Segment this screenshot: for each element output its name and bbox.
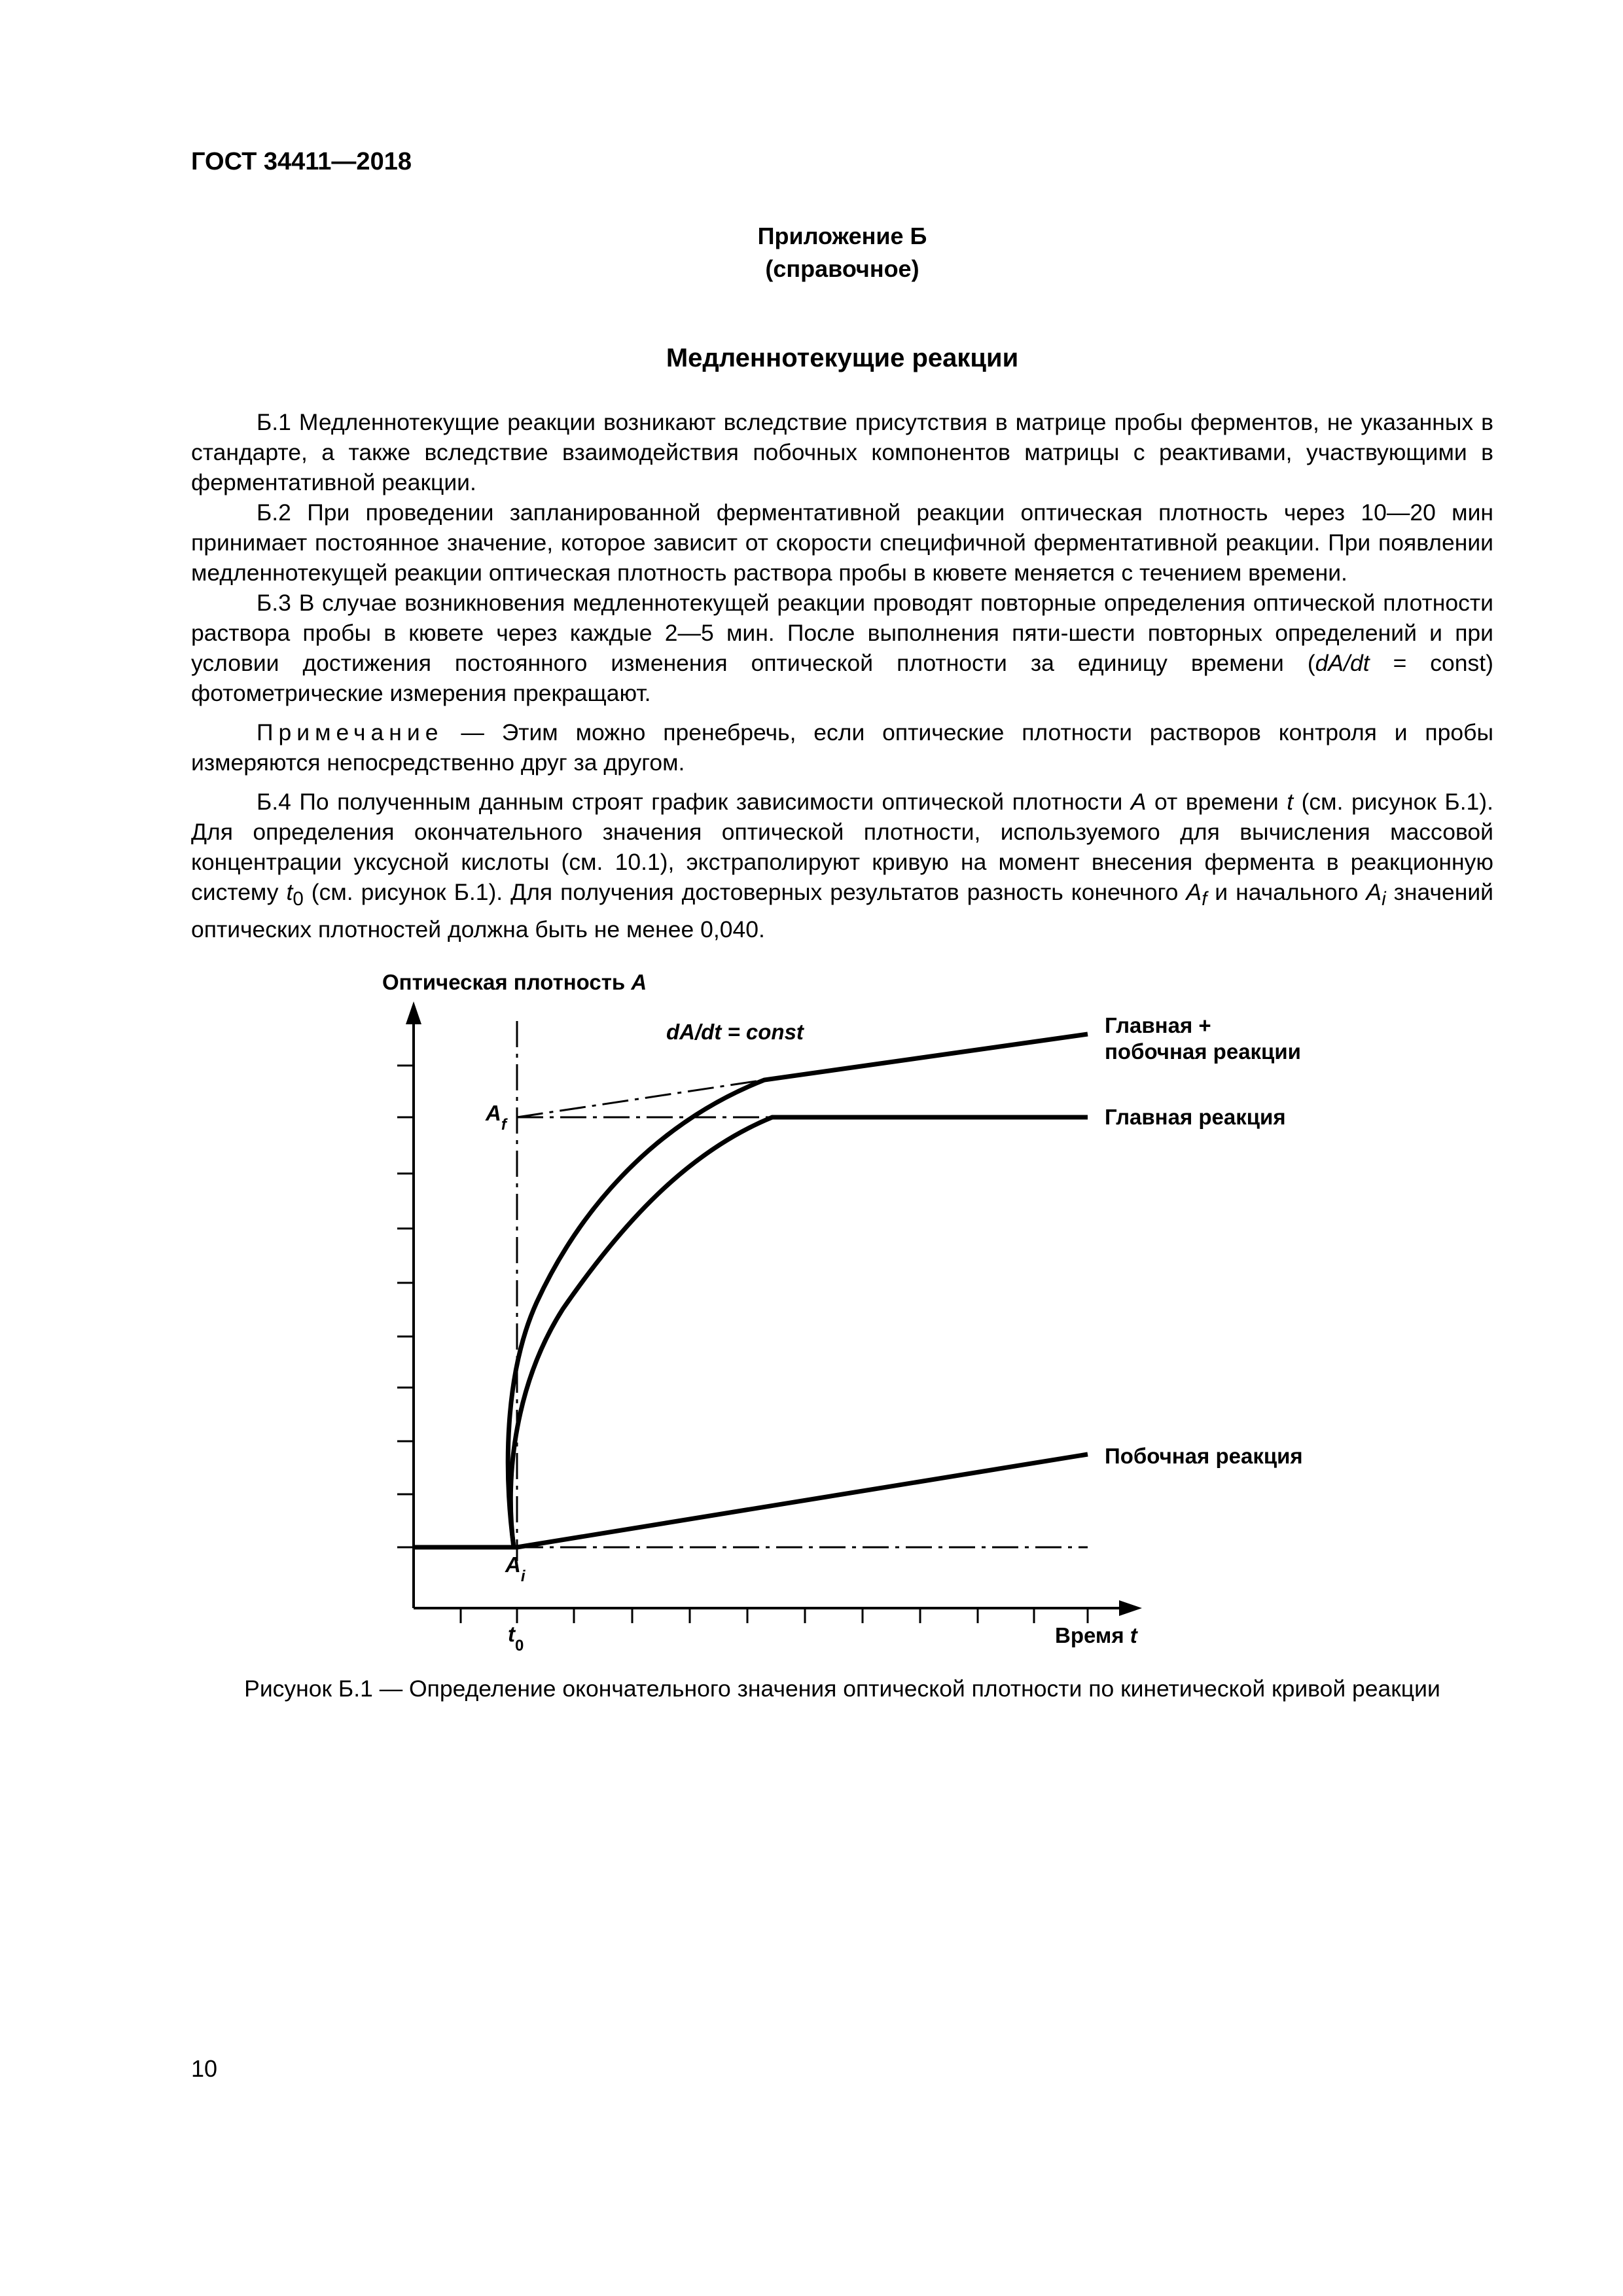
appendix-type: (справочное) (765, 255, 919, 282)
document-header: ГОСТ 34411—2018 (191, 148, 412, 175)
paragraph-b2: Б.2 При проведении запланированной ферментативной реакции оптическая плотность через 10—20 мин принимает постоянное значение, которое зависит от скорости специфичной ферментативной реакции. При появлении медленнотекущей реакции оптическая плотность раствора пробы в кювете меняется с течением времени. (191, 499, 1493, 586)
t0-label: $t_0$ (508, 1622, 524, 1655)
legend-main: Главная реакция (1105, 1105, 1286, 1129)
af-label: $A_f$ (486, 1101, 507, 1134)
slope-label: dA/dt = const (666, 1020, 804, 1044)
ai-label: $A_i$ (505, 1552, 526, 1585)
paragraph-b4: Б.4 По полученным данным строят график зависимости оптической плотности A от времени t (см. рисунок Б.1). Для определения окончательного значения оптической плотности, используемого для вычисления массовой концентрации уксусной кислоты (см. 10.1), экстраполируют кривую на момент внесения фермента в реакционную систему $t_0$ (см. рисунок Б.1). Для получения достоверных результатов разность конечного $A_f$ и начального $A_i$ значений оптических плотностей должна быть не менее 0,040. (191, 789, 1493, 943)
y-axis-arrow-icon (406, 1001, 421, 1024)
y-axis-label: Оптическая плотность A (382, 970, 647, 994)
note: Примечание — Этим можно пренебречь, если оптические плотности растворов контроля и пробы измеряются непосредственно друг за другом. (191, 719, 1493, 776)
x-axis-ticks (461, 1608, 1088, 1623)
y-axis-ticks (397, 1066, 414, 1547)
page-number: 10 (191, 2055, 218, 2082)
paragraph-b3: Б.3 В случае возникновения медленнотекущей реакции проводят повторные определения оптической плотности раствора пробы в кювете через каждые 2—5 мин. После выполнения пяти-шести повторных определений и при условии достижения постоянного изменения оптической плотности за единицу времени (dA/dt = const) фотометрические измерения прекращают. (191, 590, 1493, 706)
legend-main-side-line1: Главная + (1105, 1013, 1211, 1037)
appendix-title: Приложение Б (757, 223, 927, 249)
legend-side: Побочная реакция (1105, 1444, 1303, 1468)
main-reaction-curve (510, 1117, 1088, 1547)
x-axis-arrow-icon (1119, 1600, 1142, 1616)
legend-main-side-line2: побочная реакции (1105, 1039, 1301, 1064)
figure-caption: Рисунок Б.1 — Определение окончательного значения оптической плотности по кинетической кривой реакции (244, 1676, 1440, 1702)
section-title: Медленнотекущие реакции (666, 344, 1019, 372)
x-axis-label: Время t (1055, 1623, 1137, 1647)
paragraph-b1: Б.1 Медленнотекущие реакции возникают вследствие присутствия в матрице пробы ферментов, не указанных в стандарте, а также вследствие взаимодействия побочных компонентов матрицы с реактивами, участвующими в ферментативной реакции. (191, 409, 1493, 495)
side-reaction-curve (517, 1454, 1088, 1547)
